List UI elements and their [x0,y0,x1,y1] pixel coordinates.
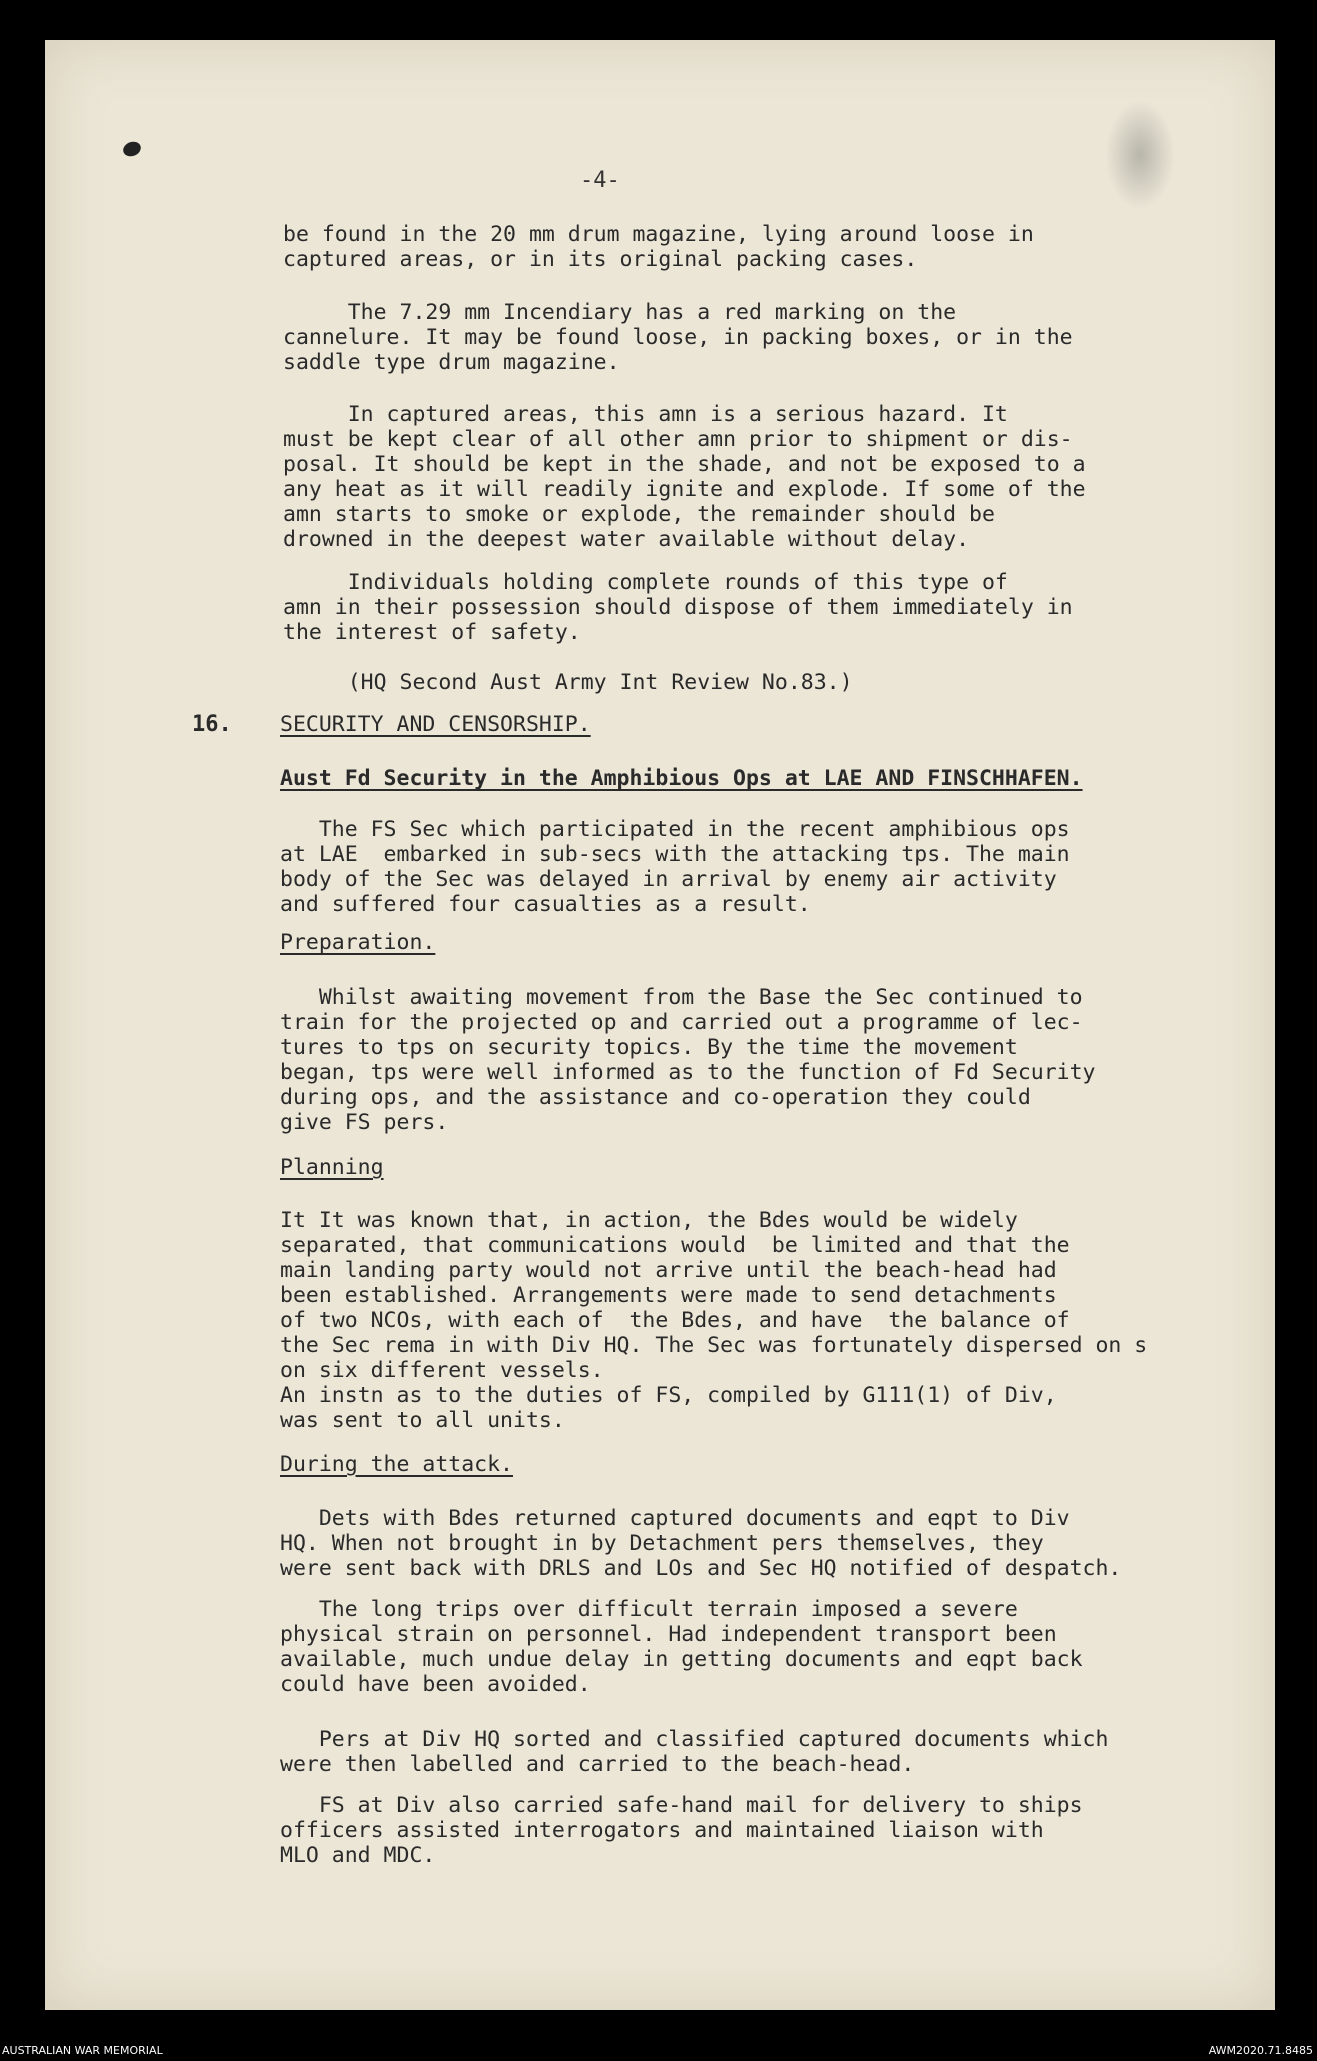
citation: (HQ Second Aust Army Int Review No.83.) [283,670,853,695]
heading-planning: Planning [280,1155,384,1180]
paragraph-6: The FS Sec which participated in the recent amphibious ops at LAE embarked in sub-secs with the attacking tps. The main body of the Sec was delayed in arrival by enemy air activity and suffered four casualties as a result. [280,817,1070,917]
paragraph-9: Dets with Bdes returned captured documents and eqpt to Div HQ. When not brought in by Detachment pers themselves, they were sent back with DRLS and LOs and Sec HQ notified of despatch. [280,1506,1122,1581]
paragraph-12: FS at Div also carried safe-hand mail for delivery to ships officers assisted interrogators and maintained liaison with MLO and MDC. [280,1793,1083,1868]
heading-preparation: Preparation. [280,930,436,955]
section-heading: SECURITY AND CENSORSHIP. [280,712,591,737]
paragraph-1: be found in the 20 mm drum magazine, lying around loose in captured areas, or in its original packing cases. [283,222,1034,272]
footer-credit: AUSTRALIAN WAR MEMORIAL [2,2044,163,2057]
paragraph-8: It It was known that, in action, the Bdes would be widely separated, that communications would be limited and that the main landing party would not arrive until the beach-head had been established. Arrangements were made to send detachments of two NCOs, with each of the Bdes, and have the balance of the Sec rema in with Div HQ. The Sec was fortunately dispersed on s on six different vessels. An instn as to the duties of FS, compiled by G111(1) of Div, was sent to all units. [280,1208,1148,1433]
heading-during-attack: During the attack. [280,1452,513,1477]
paragraph-4: Individuals holding complete rounds of this type of amn in their possession should dispose of them immediately in the interest of safety. [283,570,1073,645]
smudge-mark [1105,100,1175,210]
ink-spot [121,139,143,158]
paragraph-10: The long trips over difficult terrain imposed a severe physical strain on personnel. Had independent transport been available, much undue delay in getting documents and eqpt back could have been avoided. [280,1597,1083,1697]
paragraph-2: The 7.29 mm Incendiary has a red marking on the cannelure. It may be found loose, in packing boxes, or in the saddle type drum magazine. [283,300,1073,375]
subsection-heading: Aust Fd Security in the Amphibious Ops at LAE AND FINSCHHAFEN. [280,766,1083,791]
footer-accession-number: AWM2020.71.8485 [1208,2044,1313,2057]
paragraph-7: Whilst awaiting movement from the Base the Sec continued to train for the projected op and carried out a programme of lec- tures to tps on security topics. By the time the movement began, tps were well informed as to the function of Fd Security during ops, and the assistance and co-operation they could give FS pers. [280,985,1096,1135]
section-number: 16. [192,712,232,737]
paragraph-3: In captured areas, this amn is a serious hazard. It must be kept clear of all other amn prior to shipment or dis- posal. It should be kept in the shade, and not be exposed to a any heat as it will readily ignite and explode. If some of the amn starts to smoke or explode, the remainder should be drowned in the deepest water available without delay. [283,402,1086,552]
page-number: -4- [580,168,620,193]
paragraph-11: Pers at Div HQ sorted and classified captured documents which were then labelled and carried to the beach-head. [280,1727,1109,1777]
